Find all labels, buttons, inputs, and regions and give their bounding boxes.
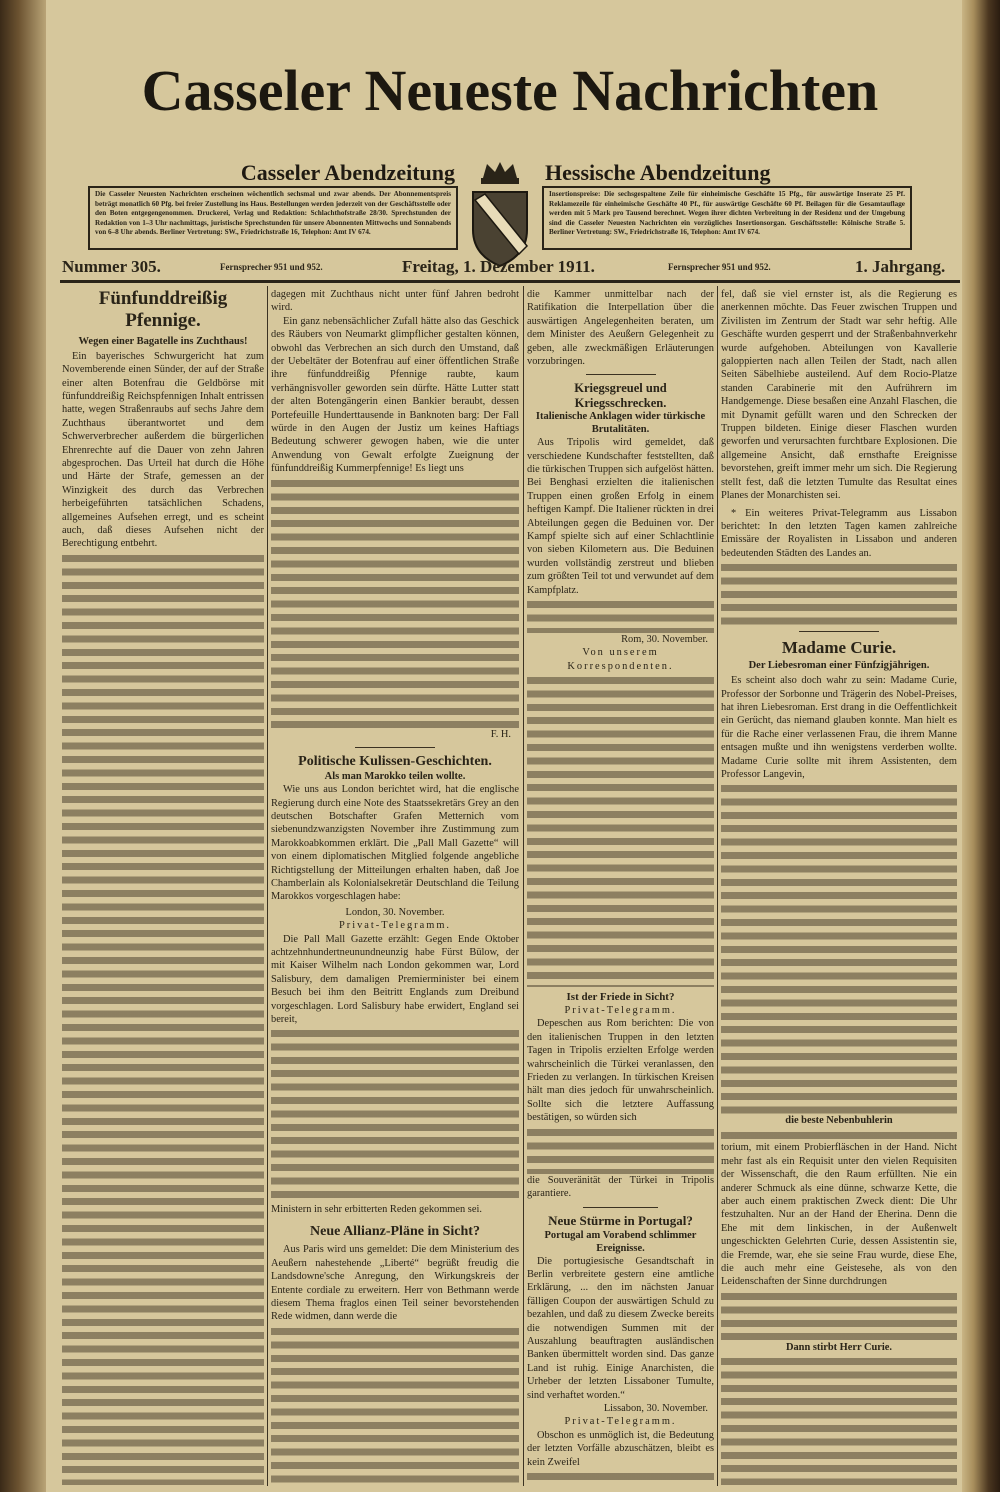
headline: Madame Curie. [781,637,897,657]
dateline: London, 30. November. [345,906,445,918]
advertising-info-box: Insertionspreise: Die sechsgespaltene Zeile für einheimische Geschäfte 15 Pfg., für auswärtige Inserate 25 Pf. Reklamezeile für einheimische Geschäfte 40 Pf., für auswärtige Geschäfte 60 Pf. Beilagen für die Gesamtauflage werden mit 5 Mark pro Tausend berechnet. Wegen ihrer dichten Verbreitung in der Residenz und der Umgebung sind die Casseler Neuesten Nachrichten ein vorzügliches Insertionsorgan. Geschäftsstelle: Kölnische Straße 5. Berliner Vertretung: SW., Friedrichstraße 16, Telephon: Amt IV 674. [542,186,912,250]
article-body: Es scheint also doch wahr zu sein: Madame Curie, Professor der Sorbonne und Trägerin des Nobel-Preises, hat ihren Liebesroman. Erst drang in die Oeffentlichkeit ein Gerücht, das niemand glauben konnte. Man hielt es für die Rache einer verlassenen Frau, die ihrem Manne entsagen mußte und ihn wenigstens verderben wollte. Madame Curie sollte mit ihrem Assistenten, dem Professor Langevin, [721,675,957,781]
column-3 [527,288,714,1485]
text-column-illegible [721,560,957,625]
headline: Fünfunddreißig Pfennige. [98,288,228,331]
subheading: Dann stirbt Herr Curie. [785,1341,892,1353]
article-body: Wie uns aus London berichtet wird, hat die englische Regierung durch eine Note des Staatssekretärs Grey an den deutschen Botschafter Grafen Metternich vom siebenundzwanzigsten November ihre Zustimmung zum Marokkoabkommen erklärt. Die „Pall Mall Gazette“ will von einem diplomatischen Mitglied folgende angebliche Richtigstellung der Mitteilungen erhalten haben, daß Joe Chamberlain als Kolonialsekretär Deutschland die Teilung Marokkos vorgeschlagen habe: [271,784,519,903]
text-column-illegible [721,781,957,1114]
article-body: dagegen mit Zuchthaus nicht unter fünf Jahren bedroht wird. [271,289,519,314]
correspondent-label: Von unserem Korrespondenten. [567,647,674,672]
headline: Ist der Friede in Sicht? [566,991,675,1004]
text-column-illegible [721,1289,957,1341]
text-column-illegible [721,1354,957,1485]
page-edge-left [0,0,46,1492]
telegram-label: Privat-Telegramm. [338,920,452,932]
dateline: Lissabon, 30. November. [603,1403,708,1415]
article-body: fel, daß sie viel ernster ist, als die Regierung es anerkennen möchte. Das Feuer zwischen Truppen und Zivilisten im Zentrum der Stadt war sehr heftig. Alle Geschäfte wurden gesperrt und der Straßenbahnverkehr wurde aufgehoben. Abteilungen von Kavallerie galoppierten nach allen Teilen der Stadt, nach allen Seiten Säbelhiebe austeilend. Auf dem Rocio-Platze standen Carabinerie mit den Aufrührern im Handgemenge. Diese besaßen eine Anzahl Flaschen, die mit Dynamit gefüllt waren und den Schrecken der Truppen bildeten. Einige dieser Flaschen wurden geworfen und verursachten furchtbare Explosionen. Die allgemeine Ansicht, daß ernsthafte Ereignisse bevorstehen, greift immer mehr um sich. Die Regierung stellt fest, daß die letzten Tumulte das Resultat eines Planes der Monarchisten sei. [721,289,957,502]
subtitle-right: Hessische Abendzeitung [545,160,771,185]
article-body: Ein ganz nebensächlicher Zufall hätte also das Geschick des Räubers von Neumarkt glimpflicher gestalten können, obwohl das Verbrechen an sich durch den Umstand, daß der Uebeltäter der Botenfrau auf einer öffentlichen Straße ihre fünfunddreißig Pfennige raubte, kaum verhängnisvoller geworden sein dürfte. Hätte Lutter statt der alten Botengängerin einen Bankier beraubt, dessen Portefeuille Hunderttausende in Banknoten barg: Der Fall würde in den Augen der Justiz um keines Haftiags Bedeutung schwerer gewogen haben, wie die unter Anwendung von Gewalt erfolgte Zueignung der fünfunddreißig Kummerpfennige! Es liegt uns [271,315,519,475]
headline: Neue Allianz-Pläne in Sicht? [310,1224,480,1240]
headline: Kriegsgreuel und Kriegsschrecken. [574,381,667,410]
column-2 [271,288,519,1485]
text-column-illegible [721,1128,957,1142]
article-ending: Ministern in sehr erbitterten Reden gekommen sei. [271,1203,482,1215]
issue-number: Nummer 305. [62,257,161,276]
column-divider [267,286,268,1486]
text-column-illegible [527,597,714,633]
headline: Neue Stürme in Portugal? [548,1212,693,1228]
subheadline: Wegen einer Bagatelle ins Zuchthaus! [78,335,248,347]
article-body: torium, mit einem Probierfläschen in der Hand. Nicht mehr fast als ein Requisit unter den vielen Requisiten der Wissenschaft, die den Raum erfüllten. Nie ein anderer Schmuck als eine dünne, schwarze Kette, die aber auch einem praktischen Zweck dient: Die Uhr festzuhalten. Nur an der Hand der Eherina. Denn die Ehe mit dem linkischen, in der Außenwelt ungeschickten Gelehrten Curie, dessen Assistentin sie, die Fremde, war, ehe sie seine Frau wurde, diese Ehe, die auch mehr eine Geistesehe, als von den Leidenschaften der Sinne durchdrungen [721,1142,957,1288]
separator [583,1207,658,1208]
text-column-illegible [527,1125,714,1174]
separator [355,747,435,748]
column-1 [62,288,264,1485]
separator [586,374,656,375]
newspaper-title: Casseler Neueste Nachrichten [141,58,879,123]
text-column-illegible [271,1324,519,1485]
text-column-illegible [527,1469,714,1485]
article-ratifikation: die Kammer unmittelbar nach der Ratifikation die Interpellation über die auswärtigen Angelegenheiten beraten, um dem Minister des Aeußern Gelegenheit zu geben, alle zweckmäßigen Erläuterungen vorzubringen. [527,289,714,368]
column-divider [523,286,524,1486]
column-4 [721,288,957,1485]
article-body: Die Pall Mall Gazette erzählt: Gegen Ende Oktober achtzehnhundertneunundneunzig habe Fürst Bülow, der mit Kaiser Wilhelm nach London gekommen war, Lord Salisbury, dem damaligen Premierminister bei einem Besuch bei ihm den Beitritt Englands zum Dreibund vorgeschlagen. Lord Salisbury habe erwidert, England sei bereit, [271,933,519,1026]
article-body: Obschon es unmöglich ist, die Bedeutung der letzten Vorfälle abzuschätzen, bleibt es kein Zweifel [527,1429,714,1468]
article-ending: die Souveränität der Türkei in Tripolis garantiere. [527,1174,714,1200]
subheadline: Als man Marokko teilen wollte. [324,771,466,783]
article-body: * Ein weiteres Privat-Telegramm aus Lissabon berichtet: In den letzten Tagen kamen zahlreiche Emissäre der Royalisten in Lissabon und anderen bedeutenden Städten des Landes an. [721,507,957,559]
signature: F. H. [490,728,511,740]
coat-of-arms-icon [465,160,535,270]
article-body: Aus Tripolis wird gemeldet, daß verschiedene Kundschafter feststellten, daß die türkischen Truppen sich aufgelöst hätten. Bei Benghasi erzielten die italienischen Truppen einen großen Erfolg in einem heftigen Kampf. Die Italiener rückten in drei Abteilungen gegen die Beduinen vor. Der Kampf spielte sich auf einer Schlachtlinie von sieben Kilometern aus. Die Beduinen wurden vollständig zerstreut und blieben zum größten Teil tot und verwundet auf dem Kampfplatz. [527,437,714,596]
subheadline: Italienische Anklagen wider türkische Brutalitäten. [535,411,706,436]
headline: Politische Kulissen-Geschichten. [298,754,492,770]
issue-date: Freitag, 1. Dezember 1911. [402,257,595,276]
text-column-illegible [62,551,264,1485]
subheading: die beste Nebenbuhlerin [785,1115,893,1127]
subscription-info-box: Die Casseler Neuesten Nachrichten erscheinen wöchentlich sechsmal und zwar abends. Der Abonnementspreis beträgt monatlich 60 Pfg. bei freier Zustellung ins Haus. Bestellungen werden jederzeit von der Geschäftsstelle oder den Boten entgegengenommen. Druckerei, Verlag und Redaktion: Schlachthofstraße 28/30. Sprechstunden der Redaktion von 1–3 Uhr nachmittags, juristische Sprechstunden für unsere Abonnenten Mittwochs und Sonnabends von 6–8 Uhr abends. Berliner Vertretung: SW., Friedrichstraße 16, Telephon: Amt IV 674. [88,186,458,250]
masthead-rule [60,280,960,283]
subtitle-left: Casseler Abendzeitung [240,160,455,185]
telegram-label: Privat-Telegramm. [564,1416,677,1428]
phone-right: Fernsprecher 951 und 952. [668,262,771,272]
volume-number: 1. Jahrgang. [855,257,946,276]
dateline: Rom, 30. November. [621,633,708,645]
article-body: Depeschen aus Rom berichten: Die von den italienischen Truppen in den letzten Tagen in Tripolis erzielten Erfolge werden wahrscheinlich die Türkei veranlassen, den Frieden zu verlangen. In türkischen Kreisen hält man dies jedoch für unwahrscheinlich. Sollte sich die letztere Auffassung bestätigen, so würden sich [527,1018,714,1124]
text-column-illegible [271,476,519,728]
text-column-illegible [271,1026,519,1202]
subheadline: Portugal am Vorabend schlimmer Ereignisse. [544,1229,697,1254]
article-body: Aus Paris wird uns gemeldet: Die dem Ministerium des Aeußern nahestehende „Liberté“ begrüßt freudig die Landsdowne'sche Anregung, den Wirkungskreis der Entente cordiale zu erweitern. Herr von Bethmann werde diesem Thema fraglos einen Teil seiner bevorstehenden Rede widmen, dann werde die [271,1244,519,1323]
page-edge-right [962,0,1000,1492]
telegram-label: Privat-Telegramm. [564,1004,677,1016]
column-divider [717,286,718,1486]
text-column-illegible [527,673,714,987]
subheadline: Der Liebesroman einer Fünfzigjährigen. [748,660,930,672]
article-body: Die portugiesische Gesandtschaft in Berlin verbreitete gestern eine amtliche Erklärung, ... den im nächsten Januar fälligen Coupon der auswärtigen Schuld zu bezahlen, und daß zu diesem Zwecke bereits die notwendigen Summen mit der Auszahlung beauftragten ausländischen Banken übermittelt worden sind. Das ganze Land ist ruhig. Einige Anarchisten, die Urheber der letzten Lissaboner Tumulte, sind verhaftet worden.“ [527,1255,714,1401]
separator [799,631,879,632]
phone-left: Fernsprecher 951 und 952. [220,262,323,272]
article-body: Ein bayerisches Schwurgericht hat zum Novemberende einen Sünder, der auf der Straße einer alten Botenfrau die Geldbörse mit fünfunddreißig Reichspfennigen Inhalt entrissen hatte, wegen Straßenraubs auf sechs Jahre dem Zuchthaus überantwortet und dem Schwerverbrecher außerdem die bürgerlichen Ehrenrechte auf die Dauer von zehn Jahren abgesprochen. Das Urteil hat durch die Höhe und Härte der Strafe, gemessen an der Winzigkeit des durch das Verbrechen herbeigeführten tatsächlichen Schadens, allgemeines Aufsehen erregt, und es scheint auch, daß dieses Aufsehen nicht der Berechtigung entbehrt. [62,350,264,550]
